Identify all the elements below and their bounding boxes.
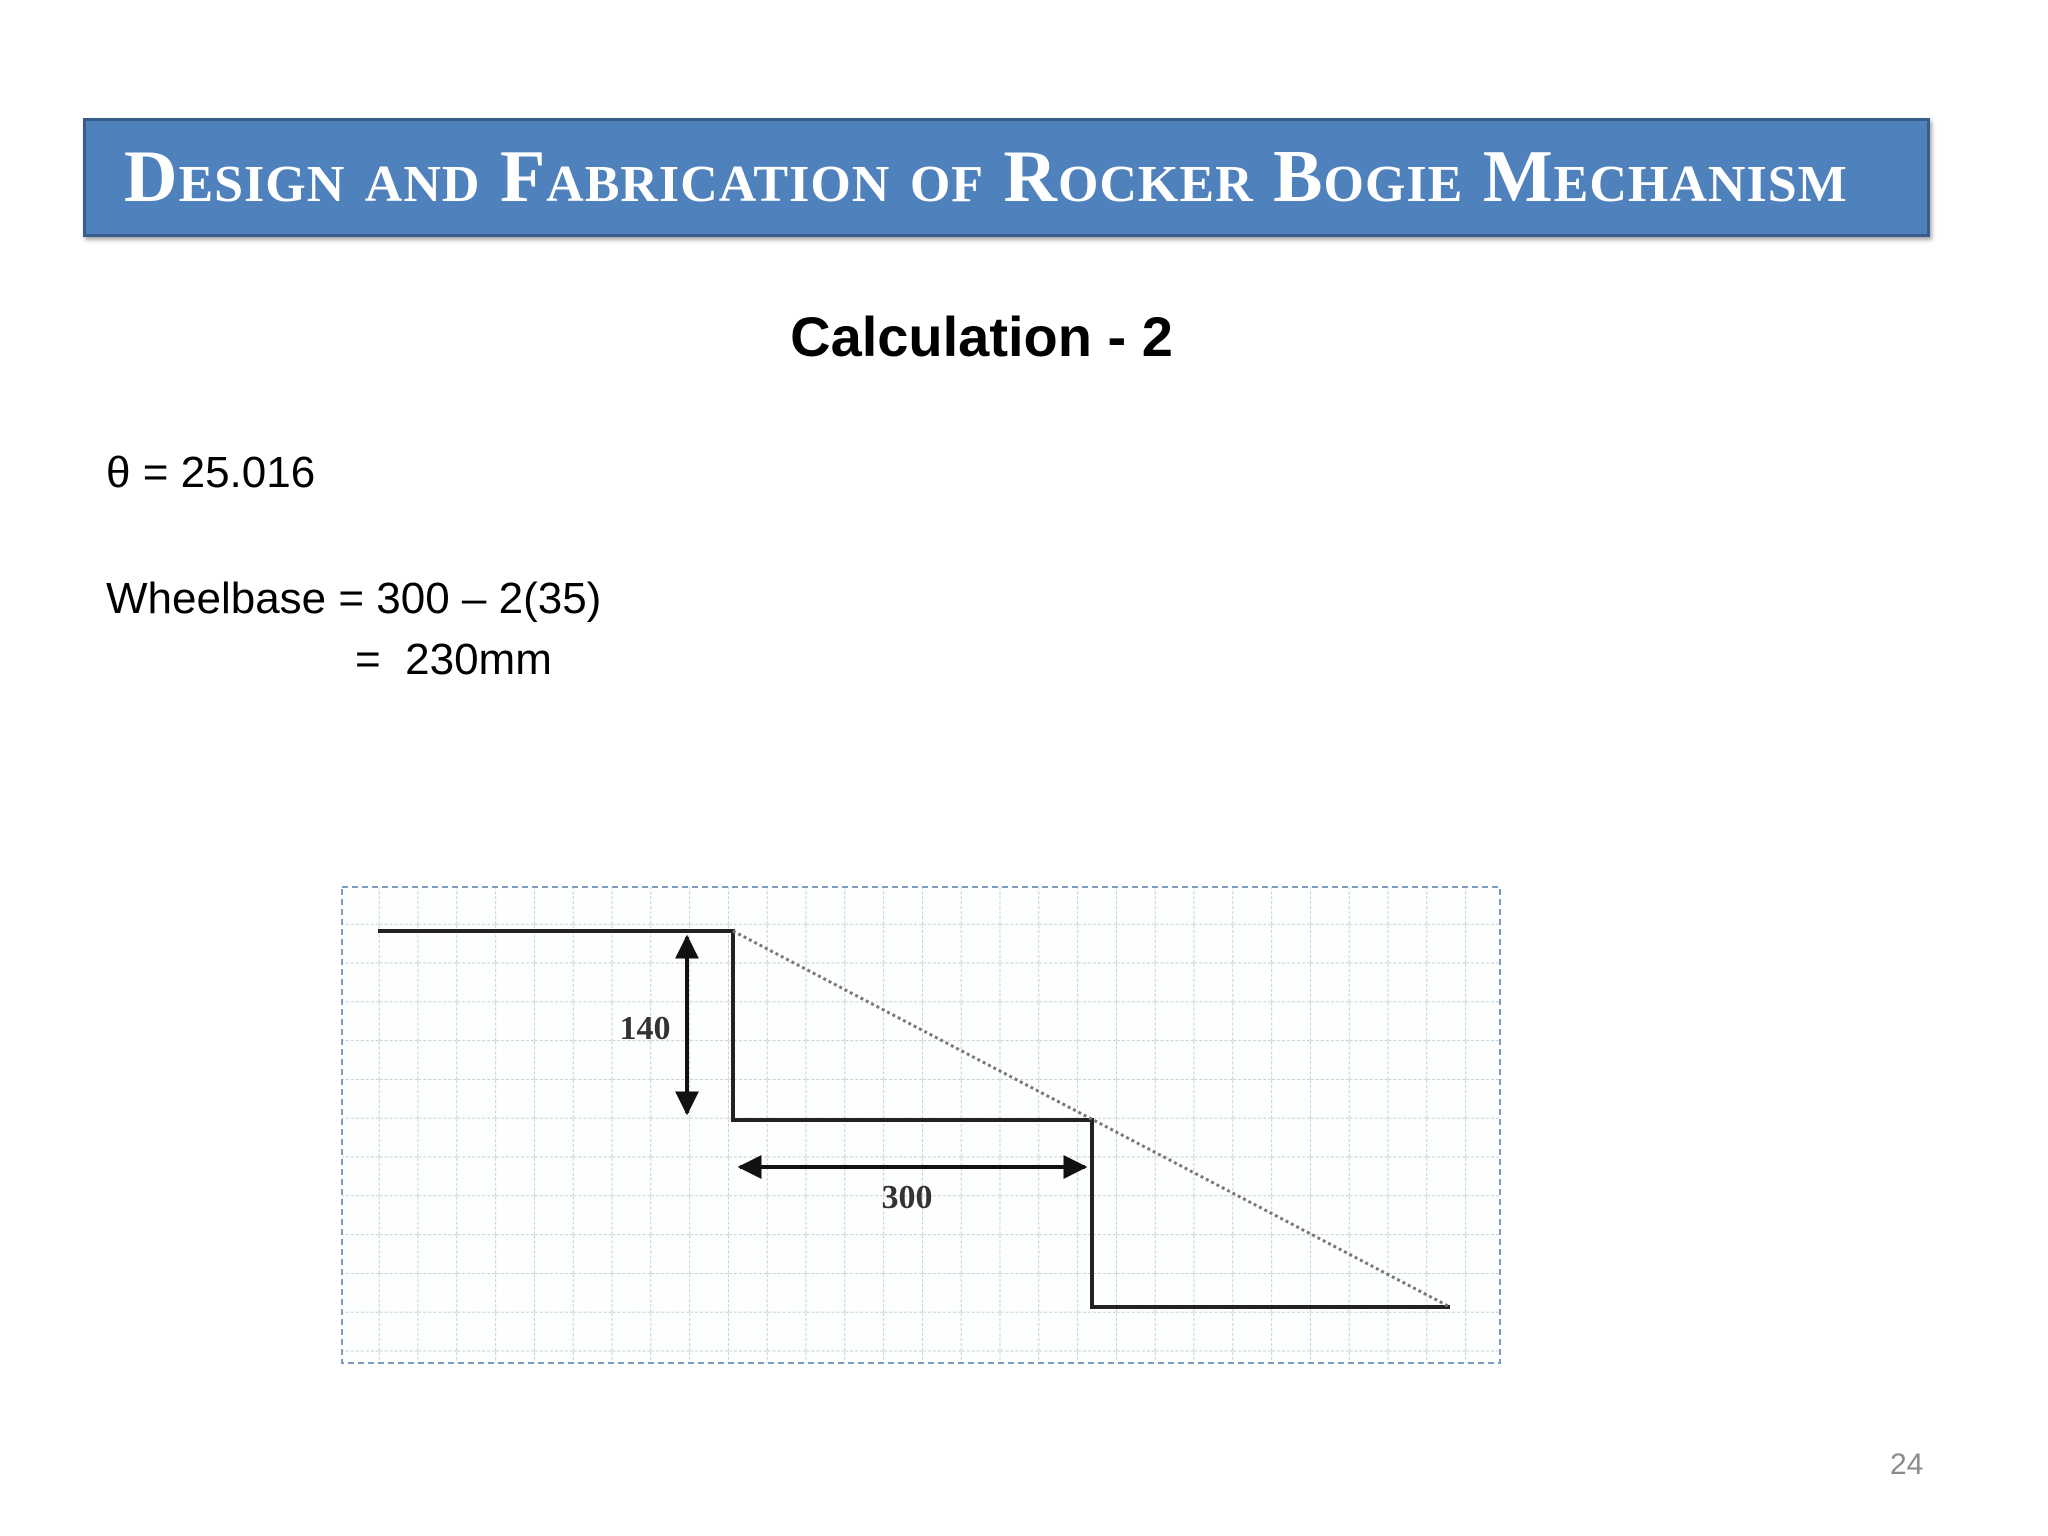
page-number: 24 bbox=[1890, 1448, 1924, 1481]
grid-lines bbox=[342, 887, 1500, 1363]
wheelbase-result: = 230mm bbox=[355, 635, 552, 684]
height-label: 140 bbox=[619, 1010, 671, 1047]
title-banner bbox=[83, 118, 1930, 237]
theta-value: θ = 25.016 bbox=[106, 448, 316, 497]
wheelbase-formula: Wheelbase = 300 – 2(35) bbox=[106, 574, 602, 623]
width-label: 300 bbox=[881, 1179, 933, 1216]
slide-title: Design and Fabrication of Rocker Bogie Mechanism bbox=[124, 136, 1848, 218]
step-diagram bbox=[340, 885, 1505, 1367]
slide-subtitle: Calculation - 2 bbox=[790, 305, 1173, 368]
